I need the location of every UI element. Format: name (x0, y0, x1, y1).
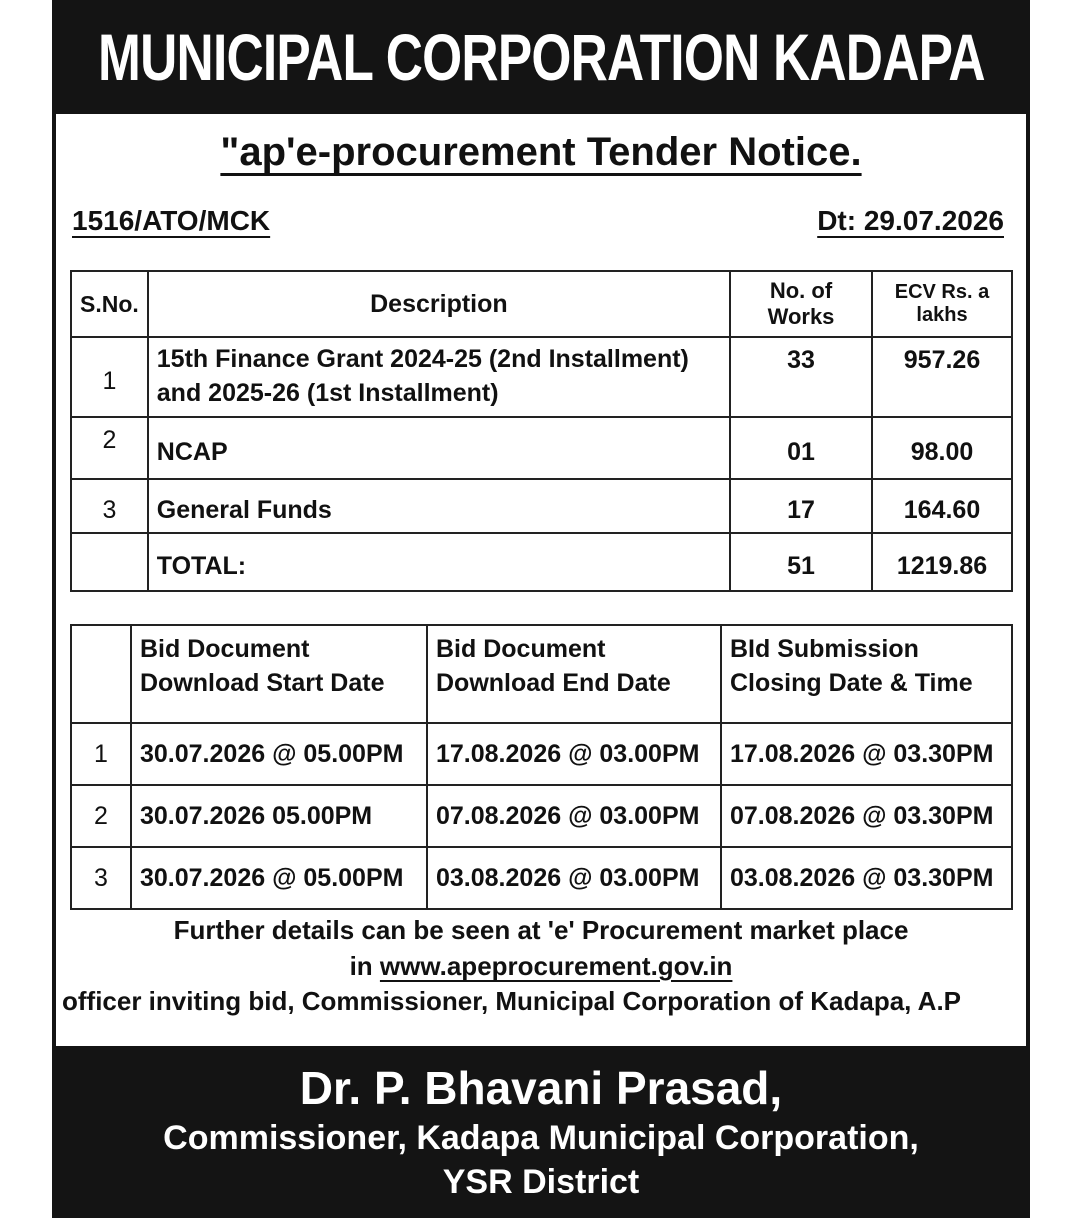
total-row (71, 533, 1012, 591)
row-closing-date: 07.08.2026 @ 03.30PM (721, 785, 1012, 847)
table-row (71, 479, 1012, 533)
signatory-name: Dr. P. Bhavani Prasad, (299, 1062, 783, 1114)
signature-banner (52, 1046, 1030, 1218)
table-row (71, 723, 1012, 785)
row-sno: 3 (71, 847, 131, 909)
row-description: 15th Finance Grant 2024-25 (2nd Installment) and 2025-26 (1st Installment) (148, 337, 730, 417)
website-prefix: in (349, 951, 373, 981)
row-end-date: 03.08.2026 @ 03.00PM (427, 847, 721, 909)
row-ecv: 957.26 (872, 337, 1012, 417)
row-ecv: 98.00 (872, 417, 1012, 479)
header-download-start: Bid Document Download Start Date (131, 625, 427, 723)
row-end-date: 17.08.2026 @ 03.00PM (427, 723, 721, 785)
website-line (52, 948, 1030, 984)
header-download-end: Bid Document Download End Date (427, 625, 721, 723)
notice-date: Dt: 29.07.2026 (817, 205, 1004, 236)
row-closing-date: 03.08.2026 @ 03.30PM (721, 847, 1012, 909)
row-start-date: 30.07.2026 @ 05.00PM (131, 847, 427, 909)
row-sno: 3 (71, 479, 148, 533)
header-blank (71, 625, 131, 723)
row-works: 33 (730, 337, 872, 417)
table-row (71, 847, 1012, 909)
total-sno-empty (71, 533, 148, 591)
row-works: 17 (730, 479, 872, 533)
row-description: General Funds (148, 479, 730, 533)
row-sno: 1 (71, 723, 131, 785)
signatory-designation: Commissioner, Kadapa Municipal Corporation, (163, 1119, 919, 1157)
org-name: MUNICIPAL CORPORATION KADAPA (97, 20, 985, 94)
officer-inviting-bid: officer inviting bid, Commissioner, Municipal Corporation of Kadapa, A.P (62, 986, 962, 1016)
row-ecv: 164.60 (872, 479, 1012, 533)
header-submission-closing: BId Submission Closing Date & Time (721, 625, 1012, 723)
dates-table (70, 624, 1013, 910)
tender-title-wrap (52, 130, 1030, 175)
row-start-date: 30.07.2026 @ 05.00PM (131, 723, 427, 785)
total-ecv: 1219.86 (872, 533, 1012, 591)
row-start-date: 30.07.2026 05.00PM (131, 785, 427, 847)
header-sno: S.No. (71, 271, 148, 337)
row-sno: 2 (71, 785, 131, 847)
table-row (71, 417, 1012, 479)
table-row (71, 337, 1012, 417)
website-link[interactable]: www.apeprocurement.gov.in (379, 951, 733, 981)
tender-title: "ap'e-procurement Tender Notice. (220, 130, 862, 174)
further-details-line: Further details can be seen at 'e' Procurement market place (173, 915, 909, 945)
row-sno: 2 (71, 417, 148, 479)
total-label: TOTAL: (148, 533, 730, 591)
row-works: 01 (730, 417, 872, 479)
row-sno: 1 (71, 337, 148, 417)
header-no-of-works: No. of Works (730, 271, 872, 337)
row-closing-date: 17.08.2026 @ 03.30PM (721, 723, 1012, 785)
further-details (52, 912, 1030, 984)
works-table-header (71, 271, 1012, 337)
reference-number: 1516/ATO/MCK (72, 205, 271, 236)
header-ecv: ECV Rs. a lakhs (872, 271, 1012, 337)
works-table (70, 270, 1013, 592)
header-banner (52, 0, 1030, 114)
row-description: NCAP (148, 417, 730, 479)
tender-notice (52, 0, 1030, 1218)
signatory-district: YSR District (442, 1163, 640, 1201)
table-row (71, 785, 1012, 847)
header-description: Description (148, 271, 730, 337)
total-works: 51 (730, 533, 872, 591)
dates-table-header (71, 625, 1012, 723)
row-end-date: 07.08.2026 @ 03.00PM (427, 785, 721, 847)
